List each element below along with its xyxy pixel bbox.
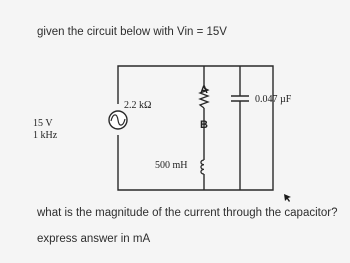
wire-outer-loop [118, 66, 273, 190]
inductor [201, 160, 204, 174]
resistor-label: 2.2 kΩ [124, 100, 152, 111]
node-a-label: A [200, 84, 208, 96]
node-b-label: B [200, 119, 208, 131]
capacitor-label: 0.047 µF [255, 94, 292, 105]
inductor-label: 500 mH [155, 160, 188, 171]
capacitor [231, 96, 249, 101]
question-instruction: express answer in mA [37, 233, 151, 245]
source-voltage-label: 15 V [33, 118, 53, 129]
question-intro: given the circuit below with Vin = 15V [37, 26, 227, 38]
cursor-arrow-icon [284, 194, 291, 202]
question-prompt: what is the magnitude of the current through the capacitor? [37, 207, 338, 219]
source-frequency-label: 1 kHz [33, 130, 58, 141]
ac-source [109, 111, 127, 129]
